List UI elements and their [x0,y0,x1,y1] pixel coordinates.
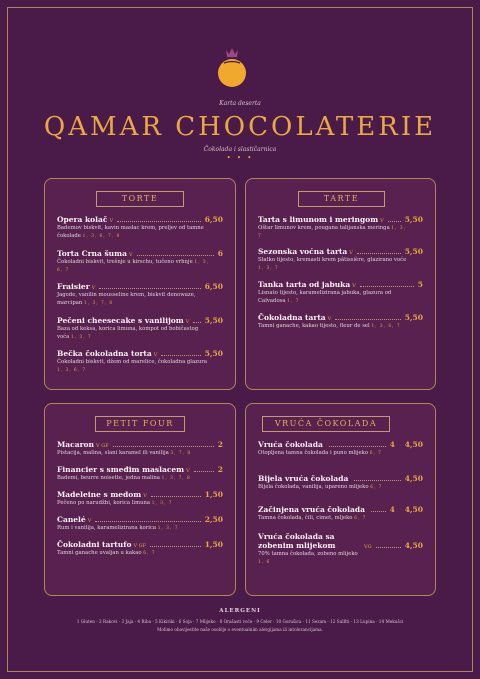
item-allergens: 1, 3, 6, 7, 8 [82,233,121,239]
item-description: Baza od keksa, korica limuna, kompot od bobičastog voća 1, 3, 7 [57,326,199,340]
item-price: 5 [417,280,423,289]
item-description: 70% tamna čokolada, zobeno mlijeko 1, 6 [258,551,358,565]
menu-item [258,313,423,331]
section-title: PETIT FOUR [95,416,185,432]
item-name: Vruća čokolada [258,440,323,449]
menu-item [258,440,423,458]
item-tag: V [109,218,114,224]
leader-dots [161,355,200,356]
item-name: Opera kolač [57,215,108,224]
item-name: Fraisier [57,282,90,291]
item-name: Čokoladni tartufo [57,540,132,549]
item-tag: V GF [133,543,147,549]
menu-item [57,540,223,558]
item-price: 5,50 [204,349,223,358]
leader-dots [113,446,214,447]
section-hot-chocolate [245,403,436,596]
item-allergens: 1, 3, 7 [71,334,92,340]
menu-item [57,215,223,240]
leader-dots [335,319,400,320]
leader-dots [371,511,386,512]
leader-dots [354,480,400,481]
section-title: TORTE [96,191,184,207]
item-description: Rum i vanilija, karamelizirana korica 1, 3, 7 [57,525,179,531]
menu-item [57,249,223,274]
item-tag: V [327,316,332,322]
leader-dots [376,547,401,548]
item-allergens: 1, 3, 7 [151,501,173,506]
item-name: Tanka tarta od jabuka [258,280,351,289]
item-price: 4,50 [404,541,423,550]
menu-item [258,505,423,523]
item-allergens: 1, 3, 6, 7 [371,324,401,329]
item-tag: V [91,285,96,291]
item-description: Lisnato tijesto, karamelizirana jabuka, glazura od Calvadosa 1, 7 [258,290,392,304]
leader-dots [357,253,401,254]
leader-dots [194,471,214,472]
item-tag: V [153,352,158,358]
leader-dots [360,286,414,287]
item-description: Tamni ganache, kakao tijesto, fleur de sel 1, 3, 6, 7 [258,323,401,329]
leader-dots [99,288,200,289]
item-description: Pistacija, malina, slani karamel ili vanilija 3, 7, 8 [57,450,192,456]
leader-dots [329,446,386,447]
item-allergens: 6, 7 [369,451,382,456]
menu-item [57,349,223,374]
item-tag: V [186,468,190,474]
allergens-note: Molimo obavijestite naše osoblje o eventualnim alergijama ili intolerancijama. [157,627,323,632]
leader-dots [193,322,200,323]
item-allergens: 1, 3, 7 [258,265,279,271]
item-description: Bijela čokolada, vanilija, upareno mlijeko 6, 7 [258,484,383,490]
item-price: 4,50 [404,505,423,514]
item-allergens: 1, 3, 6, 7 [57,260,209,273]
leader-dots [388,221,401,222]
item-description: Oštar limunov krem, pougana talijanska meringa 1, 3, 7 [258,225,406,239]
item-tag: V [349,250,353,256]
item-name: Sezonska voćna tarta [258,247,348,256]
item-name: Pečeni cheesecake s vanilijom [57,316,184,325]
item-allergens: 3, 7, 8 [170,451,192,456]
item-tag: V [143,493,147,499]
item-price: 1,50 [204,540,223,549]
menu-item [258,474,423,492]
item-description: Slatko tijesto, kremasti krem pâtissière, glazirano voće 1, 3, 7 [258,257,407,271]
menu-item [57,440,223,458]
item-name: Macaron [57,440,94,449]
leader-dots [95,521,200,522]
item-price: 2 [217,465,223,474]
menu-item [57,515,223,533]
item-allergens: 1, 3, 7, 8 [161,476,191,481]
allergens-legend: 1 Gluten · 2 Rakovi · 3 Jaja · 4 Riba · 5 Kikiriki · 6 Soja · 7 Mlijeko · 8 Orašasti voće · 9 Celer · 10 Gorušica · 11 Sezam · 12 Sulfiti · 13 Lupina · 14 Mekušci [76,619,404,624]
item-price: 2 [217,440,223,449]
restaurant-subtitle: Čokolada i slastičarnica [203,146,277,153]
item-allergens: 1, 3, 7 [258,226,406,239]
item-tag: VG [364,544,372,550]
leader-dots [137,255,214,256]
item-name: Vruća čokolada sa zobenim mlijekom [258,532,336,550]
item-tag: V [185,319,190,325]
item-tag: V GF [96,443,109,449]
item-name: Začinjena vruća čokolada [258,505,365,514]
decorative-dots: • • • [226,154,254,162]
item-name: Bijela vruća čokolada [258,474,349,483]
item-price: 6 [217,249,223,258]
item-allergens: 1, 3, 6, 7 [57,367,87,373]
menu-item [258,532,423,566]
item-description: Pečeno po narudžbi, korica limuna 1, 3, 7 [57,500,173,506]
item-allergens: 1, 3, 7 [157,526,179,531]
item-allergens: 1, 3, 7, 8 [84,300,114,306]
menu-item [258,280,423,305]
item-allergens: 6, 7 [143,551,156,556]
item-price: 5,50 [404,247,423,256]
leader-dots [150,546,201,547]
item-name: Torta Crna šuma [57,249,127,258]
item-allergens: 6, 7 [354,516,367,521]
section-tarte [245,178,436,390]
section-title: VRUĆA ČOKOLADA [262,416,390,432]
item-name: Čokoladna tarta [258,313,326,322]
item-description: Bademov biskvit, kavin maslac krem, preljev od tamne čokolade 1, 3, 6, 7, 8 [57,225,204,239]
item-tag: V [380,218,384,224]
section-petit-four [44,403,236,596]
item-price: 6,50 [204,282,223,291]
item-allergens: 6, 7 [370,485,383,490]
item-tag: V [352,283,356,289]
leader-dots [117,221,201,222]
item-name: Bečka čokoladna torta [57,349,152,358]
item-price: 6,50 [204,215,223,224]
chocolate-pot-logo-icon [216,44,248,90]
restaurant-title: QAMAR CHOCOLATERIE [43,112,437,142]
section-title: TARTE [298,191,385,207]
item-number: 4 [389,440,395,449]
menu-item [57,490,223,508]
item-tag: V [87,518,92,524]
menu-item [57,316,223,341]
menu-item [57,282,223,307]
item-price: 4,50 [404,474,423,483]
item-description: Otopljena tamna čokolada i puno mlijeko 6, 7 [258,450,382,456]
item-name: Madeleine s medom [57,490,142,499]
item-description: Bademi, beurre noisette, jedna malina 1, 3, 7, 8 [57,475,191,481]
item-price: 5,50 [404,215,423,224]
item-price: 5,50 [204,316,223,325]
item-description: Jagode, vanilin mousseline krem, biskvit denowaze, marcipan 1, 3, 7, 8 [57,292,196,306]
item-name: Canelé [57,515,86,524]
item-name: Financier s smeđim maslacem [57,465,185,474]
item-tag: V [128,252,133,258]
allergens-title: ALERGENI [219,608,261,614]
item-allergens: 1, 6 [258,559,271,565]
menu-item [57,465,223,483]
section-torte [44,178,236,390]
item-description: Tamni ganache uvaljan u kakao 6, 7 [57,550,156,556]
item-description: Čokoladni biskvit, džem od marelice, čokoladna glazura 1, 3, 6, 7 [57,359,208,373]
item-allergens: 1, 7 [287,298,300,304]
item-price: 5,50 [404,313,423,322]
menu-item [258,247,423,272]
item-price: 2,50 [204,515,223,524]
item-price: 1,50 [204,490,223,499]
menu-kicker: Karta deserta [219,100,261,107]
item-description: Tamna čokolada, čili, cimet, mljeko 6, 7 [258,515,367,521]
leader-dots [151,496,201,497]
item-number: 4 [389,505,395,514]
item-description: Čokoladni biskvit, trešnje u kirschu, tučeno vrhnje 1, 3, 6, 7 [57,259,209,273]
menu-item [258,215,423,240]
item-price: 4,50 [404,440,423,449]
item-name: Tarta s limunom i meringom [258,215,379,224]
